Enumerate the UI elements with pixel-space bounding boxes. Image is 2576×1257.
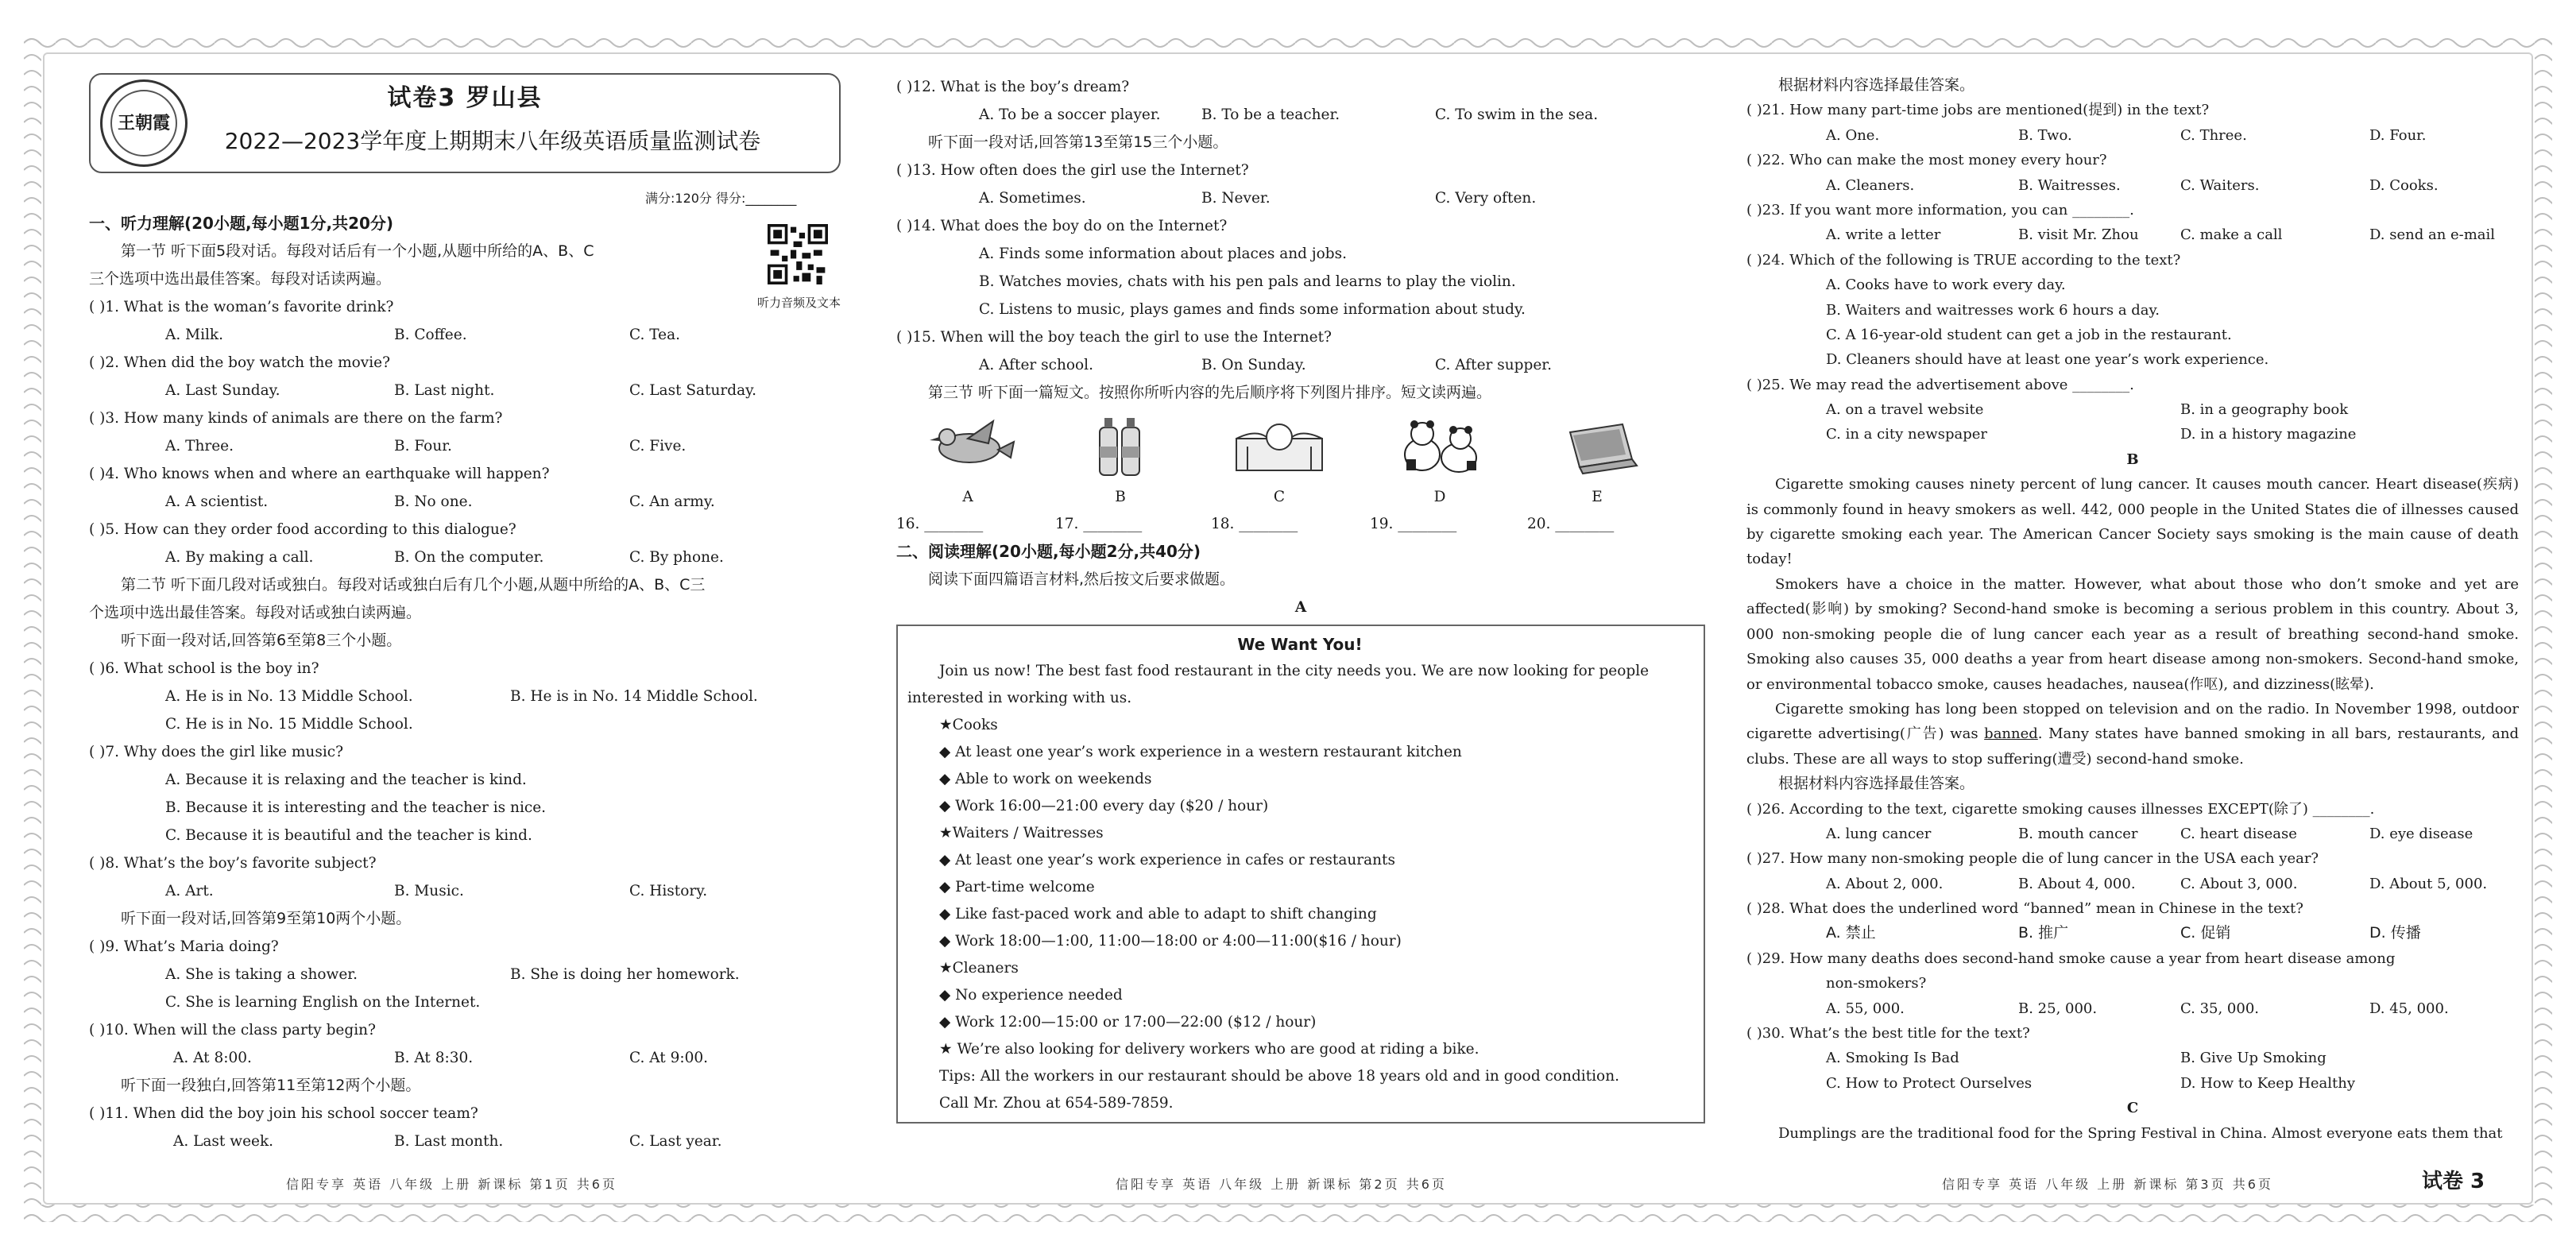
- question-23: ( )23. If you want more information, you can ________.: [1746, 201, 2134, 219]
- q25-options-2: [1746, 422, 2519, 447]
- option-b[interactable]: B. Two.: [2018, 126, 2072, 144]
- option-c[interactable]: C. make a call: [2180, 226, 2283, 244]
- blank-17[interactable]: 17. ________: [1055, 516, 1143, 532]
- page-footer-2: 信阳专享 英语 八年级 上册 新课标 第2页 共6页: [1116, 1177, 1447, 1192]
- option-a[interactable]: A. By making a call.: [165, 549, 314, 566]
- option-d[interactable]: D. Cleaners should have at least one year’s work experience.: [1826, 351, 2269, 369]
- option-b[interactable]: B. No one.: [394, 493, 473, 510]
- option-c[interactable]: C. History.: [629, 883, 708, 899]
- q3-options: [89, 432, 852, 460]
- q25-options: [1746, 397, 2519, 422]
- ad-line: ◆ Like fast-paced work and able to adapt to shift changing: [939, 906, 1377, 922]
- option-b[interactable]: B. Four.: [394, 438, 452, 454]
- option-d[interactable]: D. 45, 000.: [2369, 1000, 2449, 1017]
- q30-options-2: [1746, 1071, 2519, 1096]
- ad-title: We Want You!: [1237, 635, 1363, 654]
- part-2-intro: 第二节 听下面几段对话或独白。每段对话或独白后有几个小题,从题中所给的A、B、C三: [121, 576, 706, 594]
- option-b[interactable]: B. Waitresses.: [2018, 176, 2121, 194]
- option-c[interactable]: C. By phone.: [629, 549, 724, 566]
- option-a[interactable]: A. About 2, 000.: [1826, 875, 1944, 892]
- option-a[interactable]: A. Milk.: [165, 327, 223, 343]
- option-a[interactable]: A. 禁止: [1826, 924, 1876, 942]
- option-c[interactable]: C. At 9:00.: [629, 1050, 709, 1066]
- option-b[interactable]: B. Music.: [394, 883, 464, 899]
- q22-options: [1746, 173, 2519, 198]
- passage-b-paragraph-2: Smokers have a choice in the matter. However, what about those who don’t smoke and yet are affected(影响) by smoking? Second-hand smoke is becoming a serious problem in this country. About 3, 000 non-smoking people die of lung cancer each year as a result of breathing second-hand smoke. Smoking also causes 35, 000 deaths a year from heart disease among non-smokers. Second-hand smoke, or environmental tobacco smoke, causes headaches, nausea(作呕), and dizziness(眩晕).: [1746, 575, 2519, 693]
- option-a[interactable]: A. She is taking a shower.: [165, 966, 358, 983]
- option-b[interactable]: B. To be a teacher.: [1201, 106, 1340, 123]
- instruction-a: 根据材料内容选择最佳答案。: [1778, 76, 1975, 94]
- bottles-picture: [1073, 415, 1168, 478]
- passage-b-paragraph-3: [1746, 697, 2519, 772]
- q28-options: [1746, 921, 2519, 946]
- option-a[interactable]: A. Cleaners.: [1826, 176, 1915, 194]
- ad-contact: Call Mr. Zhou at 654-589-7859.: [939, 1095, 1174, 1112]
- option-d[interactable]: D. How to Keep Healthy: [2180, 1074, 2356, 1092]
- option-b[interactable]: B. Never.: [1201, 190, 1271, 207]
- note-13-15: 听下面一段对话,回答第13至第15三个小题。: [928, 133, 1228, 151]
- option-b[interactable]: B. 25, 000.: [2018, 1000, 2098, 1017]
- q23-options: [1746, 222, 2519, 247]
- exam-number-tag: 试卷 3: [2422, 1170, 2485, 1193]
- option-a[interactable]: A. write a letter: [1826, 226, 1941, 244]
- question-14: ( )14. What does the boy do on the Internet?: [896, 218, 1228, 234]
- ad-line: ★Cleaners: [939, 960, 1019, 977]
- question-1: ( )1. What is the woman’s favorite drink?: [89, 299, 394, 315]
- q5-options: [89, 543, 852, 571]
- page-footer-3: 信阳专享 英语 八年级 上册 新课标 第3页 共6页: [1942, 1177, 2273, 1192]
- answer-blanks: [896, 510, 1705, 538]
- question-5: ( )5. How can they order food according to this dialogue?: [89, 521, 516, 538]
- option-b[interactable]: B. Last month.: [394, 1133, 504, 1150]
- option-d[interactable]: D. send an e-mail: [2369, 226, 2496, 244]
- q21-options: [1746, 123, 2519, 148]
- ad-line: ★Waiters / Waitresses: [939, 825, 1104, 841]
- blank-19[interactable]: 19. ________: [1370, 516, 1457, 532]
- option-c[interactable]: C. 促销: [2180, 924, 2231, 942]
- ad-line: ★Cooks: [939, 717, 998, 733]
- option-a[interactable]: A. A scientist.: [165, 493, 269, 510]
- q2-options: [89, 377, 852, 404]
- question-29-cont: non-smokers?: [1826, 975, 1927, 992]
- question-15: ( )15. When will the boy teach the girl to use the Internet?: [896, 329, 1332, 346]
- option-b[interactable]: B. Waiters and waitresses work 6 hours a day.: [1826, 301, 2160, 319]
- option-d[interactable]: D. Cooks.: [2369, 176, 2439, 194]
- option-b[interactable]: B. Watches movies, chats with his pen pals and learns to play the violin.: [979, 273, 1516, 290]
- option-b[interactable]: B. Give Up Smoking: [2180, 1050, 2327, 1067]
- question-3: ( )3. How many kinds of animals are there on the farm?: [89, 410, 503, 427]
- ad-intro-cont: interested in working with us.: [907, 690, 1132, 706]
- part-1-intro-cont: 三个选项中选出最佳答案。每段对话读两遍。: [89, 270, 392, 288]
- job-ad-box: [896, 625, 1705, 1124]
- picture-label-c: C: [1273, 489, 1286, 505]
- page-footer-1: 信阳专享 英语 八年级 上册 新课标 第1页 共6页: [286, 1177, 617, 1192]
- ad-line: ◆ Work 18:00—1:00, 11:00—18:00 or 4:00—11:00($16 / hour): [939, 933, 1402, 950]
- passage-c-label: C: [2126, 1100, 2139, 1117]
- option-c[interactable]: C. To swim in the sea.: [1435, 106, 1599, 123]
- option-c[interactable]: C. heart disease: [2180, 825, 2297, 842]
- q10-options: [89, 1044, 852, 1072]
- question-10: ( )10. When will the class party begin?: [89, 1022, 376, 1038]
- option-b[interactable]: B. in a geography book: [2180, 401, 2349, 419]
- paragraph-3-text-cont: . Many states have banned smoking in all bars, restaurants, and clubs. These are all ways to stop suffering(遭受) second-hand smoke.: [1746, 725, 2519, 768]
- option-d[interactable]: D. 传播: [2369, 924, 2421, 942]
- option-d[interactable]: D. Four.: [2369, 126, 2427, 144]
- option-c[interactable]: C. in a city newspaper: [1826, 426, 1987, 443]
- q15-options: [896, 351, 1705, 379]
- option-c[interactable]: C. A 16-year-old student can get a job in the restaurant.: [1826, 326, 2232, 343]
- question-12: ( )12. What is the boy’s dream?: [896, 79, 1130, 95]
- underlined-word: banned: [1984, 725, 2038, 743]
- question-30: ( )30. What’s the best title for the text?: [1746, 1025, 2030, 1042]
- option-a[interactable]: A. Cooks have to work every day.: [1826, 277, 2066, 294]
- option-a[interactable]: A. Three.: [165, 438, 234, 454]
- option-b[interactable]: B. On Sunday.: [1201, 357, 1306, 373]
- option-a[interactable]: A. 55, 000.: [1826, 1000, 1905, 1017]
- passage-c-paragraph-1: Dumplings are the traditional food for the Spring Festival in China. Almost everyone eats them that: [1778, 1124, 2503, 1142]
- ad-line: ◆ Work 16:00—21:00 every day ($20 / hour): [939, 798, 1269, 814]
- question-27: ( )27. How many non-smoking people die of lung cancer in the USA each year?: [1746, 850, 2319, 868]
- option-c[interactable]: C. Tea.: [629, 327, 681, 343]
- q8-options: [89, 877, 852, 905]
- option-c[interactable]: C. Five.: [629, 438, 687, 454]
- q12-options: [896, 101, 1705, 129]
- option-c[interactable]: C. He is in No. 15 Middle School.: [165, 716, 413, 733]
- option-a[interactable]: A. At 8:00.: [173, 1050, 252, 1066]
- passage-a-label: A: [1294, 599, 1307, 616]
- column-1: [89, 73, 852, 1155]
- question-7: ( )7. Why does the girl like music?: [89, 744, 344, 760]
- q1-options: [89, 321, 852, 349]
- option-c[interactable]: C. Because it is beautiful and the teacher is kind.: [165, 827, 532, 844]
- laptop-picture: [1549, 415, 1645, 478]
- note-9-10: 听下面一段对话,回答第9至第10两个小题。: [121, 910, 412, 927]
- option-b[interactable]: B. Coffee.: [394, 327, 467, 343]
- bird-picture: [920, 415, 1015, 478]
- section-2-heading: 二、阅读理解(20小题,每小题2分,共40分): [896, 542, 1201, 561]
- exam-title: 试卷3 罗山县: [387, 84, 543, 112]
- option-b[interactable]: B. He is in No. 14 Middle School.: [510, 688, 758, 705]
- q9-options: [89, 961, 852, 988]
- option-b[interactable]: B. mouth cancer: [2018, 825, 2138, 842]
- q13-options: [896, 184, 1705, 212]
- option-a[interactable]: A. Finds some information about places and jobs.: [979, 246, 1347, 262]
- logo-text: 王朝霞: [110, 90, 177, 157]
- note-11-12: 听下面一段独白,回答第11至第12两个小题。: [121, 1077, 421, 1094]
- question-11: ( )11. When did the boy join his school soccer team?: [89, 1105, 478, 1122]
- blank-20[interactable]: 20. ________: [1527, 516, 1615, 532]
- option-a[interactable]: A. One.: [1826, 126, 1880, 144]
- question-25: ( )25. We may read the advertisement above ________.: [1746, 376, 2134, 393]
- question-22: ( )22. Who can make the most money every hour?: [1746, 152, 2107, 169]
- option-b[interactable]: B. At 8:30.: [394, 1050, 474, 1066]
- listening-section: [89, 210, 852, 1155]
- option-c[interactable]: C. How to Protect Ourselves: [1826, 1074, 2033, 1092]
- picture-label-e: E: [1592, 489, 1603, 505]
- q29-options: [1746, 996, 2519, 1021]
- question-28: ( )28. What does the underlined word “banned” mean in Chinese in the text?: [1746, 900, 2303, 918]
- option-d[interactable]: D. About 5, 000.: [2369, 875, 2488, 892]
- option-c[interactable]: C. An army.: [629, 493, 715, 510]
- passage-b-paragraph-1: Cigarette smoking causes ninety percent of lung cancer. It causes mouth cancer. Heart disease(疾病) is commonly found in heavy smokers as well. 442, 000 people in the United States die of illnesses caused by cigarette smoking each year. The American Cancer Society says smoking is the main cause of death today!: [1746, 476, 2519, 568]
- blank-18[interactable]: 18. ________: [1211, 516, 1298, 532]
- option-b[interactable]: B. 推广: [2018, 924, 2069, 942]
- exam-subtitle: 2022—2023学年度上期期末八年级英语质量监测试卷: [224, 128, 761, 154]
- column-2: [896, 73, 1705, 1124]
- pandas-picture: [1392, 415, 1487, 478]
- ad-tips: Tips: All the workers in our restaurant should be above 18 years old and in good condition.: [939, 1068, 1619, 1085]
- qr-caption: 听力音频及文本: [756, 296, 841, 310]
- q4-options: [89, 488, 852, 516]
- option-c[interactable]: C. About 3, 000.: [2180, 875, 2298, 892]
- option-a[interactable]: A. Last Sunday.: [165, 382, 280, 399]
- option-a[interactable]: A. Last week.: [173, 1133, 274, 1150]
- option-c[interactable]: C. Last Saturday.: [629, 382, 757, 399]
- section-1-heading: 一、听力理解(20小题,每小题1分,共20分): [89, 214, 394, 233]
- option-a[interactable]: A. Art.: [165, 883, 214, 899]
- option-c[interactable]: C. She is learning English on the Internet.: [165, 994, 481, 1011]
- part-2-intro-cont: 个选项中选出最佳答案。每段对话或独白读两遍。: [89, 604, 422, 621]
- option-a[interactable]: A. To be a soccer player.: [979, 106, 1161, 123]
- option-a[interactable]: A. After school.: [979, 357, 1093, 373]
- option-a[interactable]: A. Smoking Is Bad: [1826, 1050, 1959, 1067]
- instruction-b: 根据材料内容选择最佳答案。: [1778, 775, 1975, 793]
- passage-b-label: B: [2126, 451, 2139, 468]
- column-3: [1746, 73, 2519, 1146]
- option-b[interactable]: B. Last night.: [394, 382, 495, 399]
- ad-line: ◆ Able to work on weekends: [939, 771, 1152, 787]
- q30-options: [1746, 1046, 2519, 1070]
- option-a[interactable]: A. He is in No. 13 Middle School.: [165, 688, 413, 705]
- picture-label-d: D: [1433, 489, 1446, 505]
- question-9: ( )9. What’s Maria doing?: [89, 938, 279, 955]
- picture-label-b: B: [1115, 489, 1126, 505]
- question-29: ( )29. How many deaths does second-hand smoke cause a year from heart disease among: [1746, 950, 2396, 967]
- question-6: ( )6. What school is the boy in?: [89, 660, 319, 677]
- picture-row: [896, 415, 1705, 510]
- question-2: ( )2. When did the boy watch the movie?: [89, 354, 391, 371]
- option-c[interactable]: C. After supper.: [1435, 357, 1552, 373]
- q26-options: [1746, 822, 2519, 846]
- option-c[interactable]: C. Last year.: [629, 1133, 722, 1150]
- part-1-intro: 第一节 听下面5段对话。每段对话后有一个小题,从题中所给的A、B、C: [121, 242, 594, 260]
- question-4: ( )4. Who knows when and where an earthquake will happen?: [89, 466, 550, 482]
- ad-line: ◆ No experience needed: [939, 987, 1123, 1004]
- score-line: 满分:120分 得分:________: [645, 191, 797, 206]
- option-c[interactable]: C. Listens to music, plays games and finds some information about study.: [979, 301, 1526, 318]
- ad-line: ◆ At least one year’s work experience in a western restaurant kitchen: [939, 744, 1462, 760]
- question-13: ( )13. How often does the girl use the Internet?: [896, 162, 1249, 179]
- section-2-intro: 阅读下面四篇语言材料,然后按文后要求做题。: [928, 570, 1236, 588]
- option-c[interactable]: C. Waiters.: [2180, 176, 2260, 194]
- option-a[interactable]: A. Because it is relaxing and the teacher is kind.: [165, 772, 527, 788]
- picture-label-a: A: [962, 489, 973, 505]
- ad-line: ◆ Work 12:00—15:00 or 17:00—22:00 ($12 / hour): [939, 1014, 1317, 1031]
- option-d[interactable]: D. in a history magazine: [2180, 426, 2357, 443]
- q27-options: [1746, 872, 2519, 896]
- option-c[interactable]: C. 35, 000.: [2180, 1000, 2259, 1017]
- blank-16[interactable]: 16. ________: [896, 516, 984, 532]
- option-b[interactable]: B. Because it is interesting and the teacher is nice.: [165, 799, 547, 816]
- gate-picture: [1232, 415, 1327, 478]
- option-a[interactable]: A. Sometimes.: [979, 190, 1086, 207]
- ad-line: ◆ At least one year’s work experience in cafes or restaurants: [939, 852, 1395, 868]
- part-3-intro: 第三节 听下面一篇短文。按照你所听内容的先后顺序将下列图片排序。短文读两遍。: [928, 384, 1492, 401]
- q6-options: [89, 683, 852, 710]
- question-8: ( )8. What’s the boy’s favorite subject?: [89, 855, 377, 872]
- question-26: ( )26. According to the text, cigarette smoking causes illnesses EXCEPT(除了) ________.: [1746, 800, 2375, 818]
- note-6-8: 听下面一段对话,回答第6至第8三个小题。: [121, 632, 402, 649]
- q6-options-2: [89, 710, 852, 738]
- option-b[interactable]: B. About 4, 000.: [2018, 875, 2136, 892]
- exam-header: [89, 73, 841, 173]
- question-24: ( )24. Which of the following is TRUE according to the text?: [1746, 251, 2181, 269]
- q11-options: [89, 1127, 852, 1155]
- option-c[interactable]: C. Very often.: [1435, 190, 1537, 207]
- option-a[interactable]: A. on a travel website: [1826, 401, 1984, 419]
- paragraph-3-text: Cigarette smoking has long been stopped on television and on the radio. In November 1998, outdoor cigarette advertising(广告) was: [1746, 700, 2519, 743]
- option-b[interactable]: B. She is doing her homework.: [510, 966, 740, 983]
- ad-intro: Join us now! The best fast food restaurant in the city needs you. We are now looking for people: [939, 663, 1650, 679]
- option-c[interactable]: C. Three.: [2180, 126, 2247, 144]
- option-a[interactable]: A. lung cancer: [1826, 825, 1932, 842]
- ad-line: ◆ Part-time welcome: [939, 879, 1095, 895]
- option-b[interactable]: B. On the computer.: [394, 549, 544, 566]
- question-21: ( )21. How many part-time jobs are mentioned(提到) in the text?: [1746, 102, 2210, 119]
- option-b[interactable]: B. visit Mr. Zhou: [2018, 226, 2139, 244]
- option-d[interactable]: D. eye disease: [2369, 825, 2474, 842]
- ad-line: ★ We’re also looking for delivery workers who are good at riding a bike.: [939, 1041, 1479, 1058]
